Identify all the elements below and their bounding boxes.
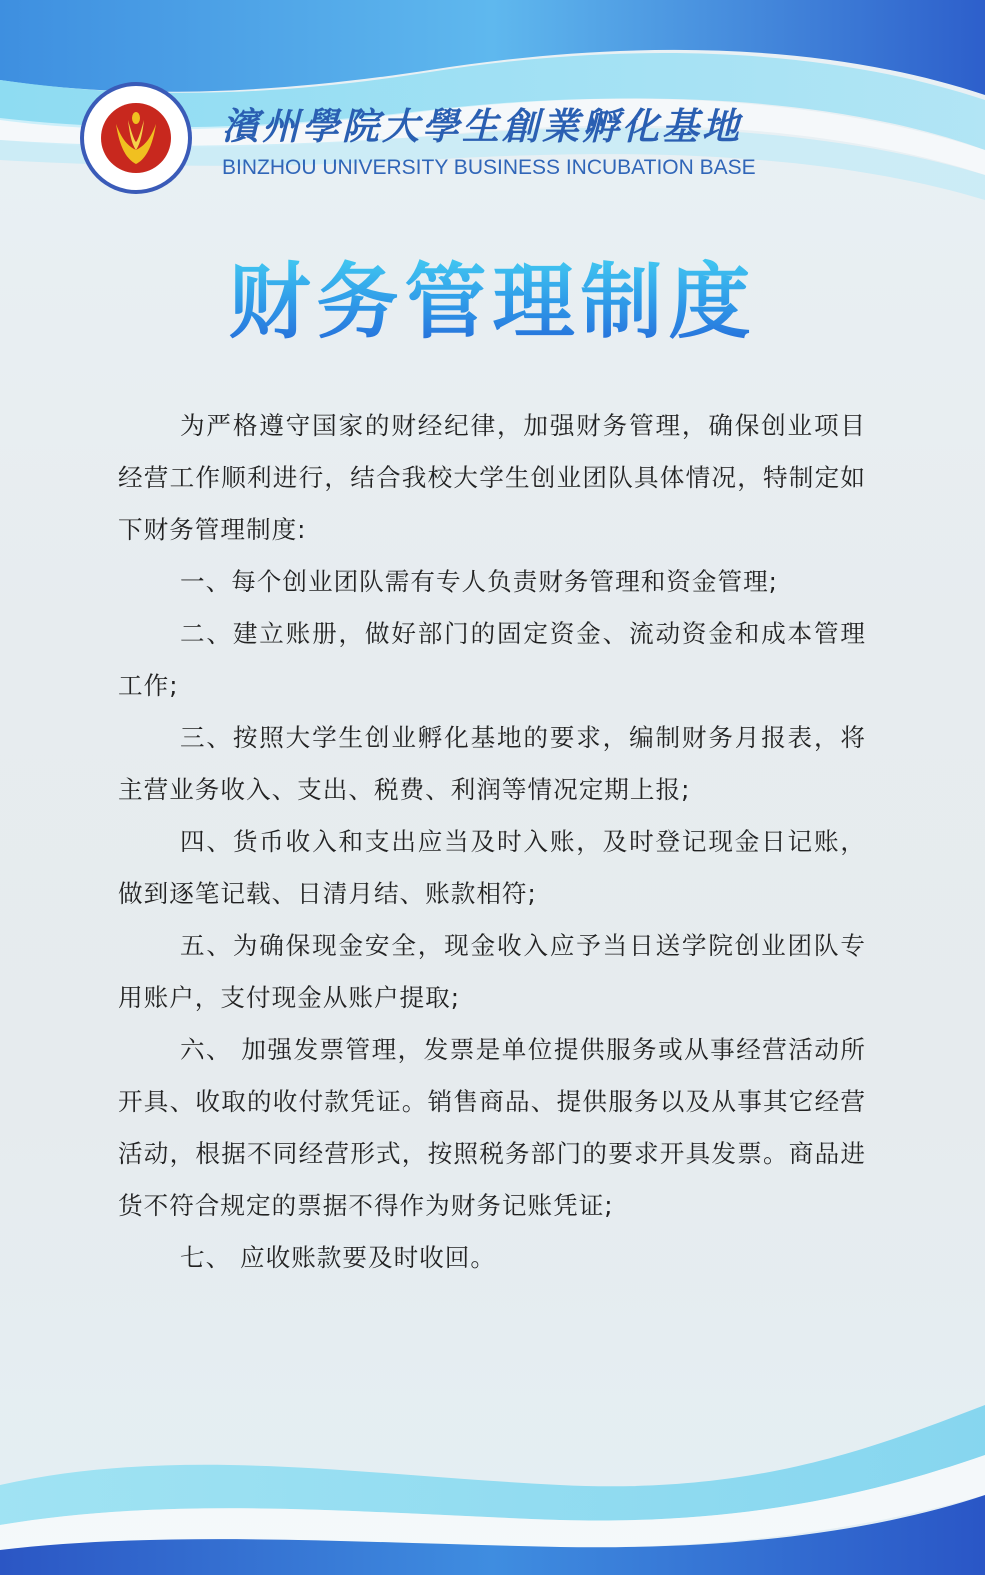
school-name-chinese: 濱州學院大學生創業孵化基地 xyxy=(222,104,742,148)
rule-item-7: 七、 应收账款要及时收回。 xyxy=(180,1243,496,1272)
school-name-english: BINZHOU UNIVERSITY BUSINESS INCUBATION BASE xyxy=(222,156,756,179)
rule-item-4: 四、货币收入和支出应当及时入账，及时登记现金日记账，做到逐笔记载、日清月结、账款相符; xyxy=(118,827,866,908)
regulation-body xyxy=(118,400,866,1284)
rule-item-2: 二、建立账册，做好部门的固定资金、流动资金和成本管理工作; xyxy=(118,619,866,700)
university-logo xyxy=(78,80,194,196)
rule-item-6: 六、 加强发票管理，发票是单位提供服务或从事经营活动所开具、收取的收付款凭证。销售商品、提供服务以及从事其它经营活动，根据不同经营形式，按照税务部门的要求开具发票。商品进货不符合规定的票据不得作为财务记账凭证; xyxy=(118,1035,866,1220)
page-title: 财务管理制度 xyxy=(0,248,985,358)
intro-paragraph: 为严格遵守国家的财经纪律，加强财务管理，确保创业项目经营工作顺利进行，结合我校大学生创业团队具体情况，特制定如下财务管理制度: xyxy=(118,411,866,544)
rule-item-1: 一、每个创业团队需有专人负责财务管理和资金管理; xyxy=(180,567,778,596)
rule-item-3: 三、按照大学生创业孵化基地的要求，编制财务月报表，将主营业务收入、支出、税费、利润等情况定期上报; xyxy=(118,723,866,804)
bottom-wave-decoration xyxy=(0,1335,985,1575)
institution-header xyxy=(78,78,838,198)
rule-item-5: 五、为确保现金安全，现金收入应予当日送学院创业团队专用账户，支付现金从账户提取; xyxy=(118,931,866,1012)
